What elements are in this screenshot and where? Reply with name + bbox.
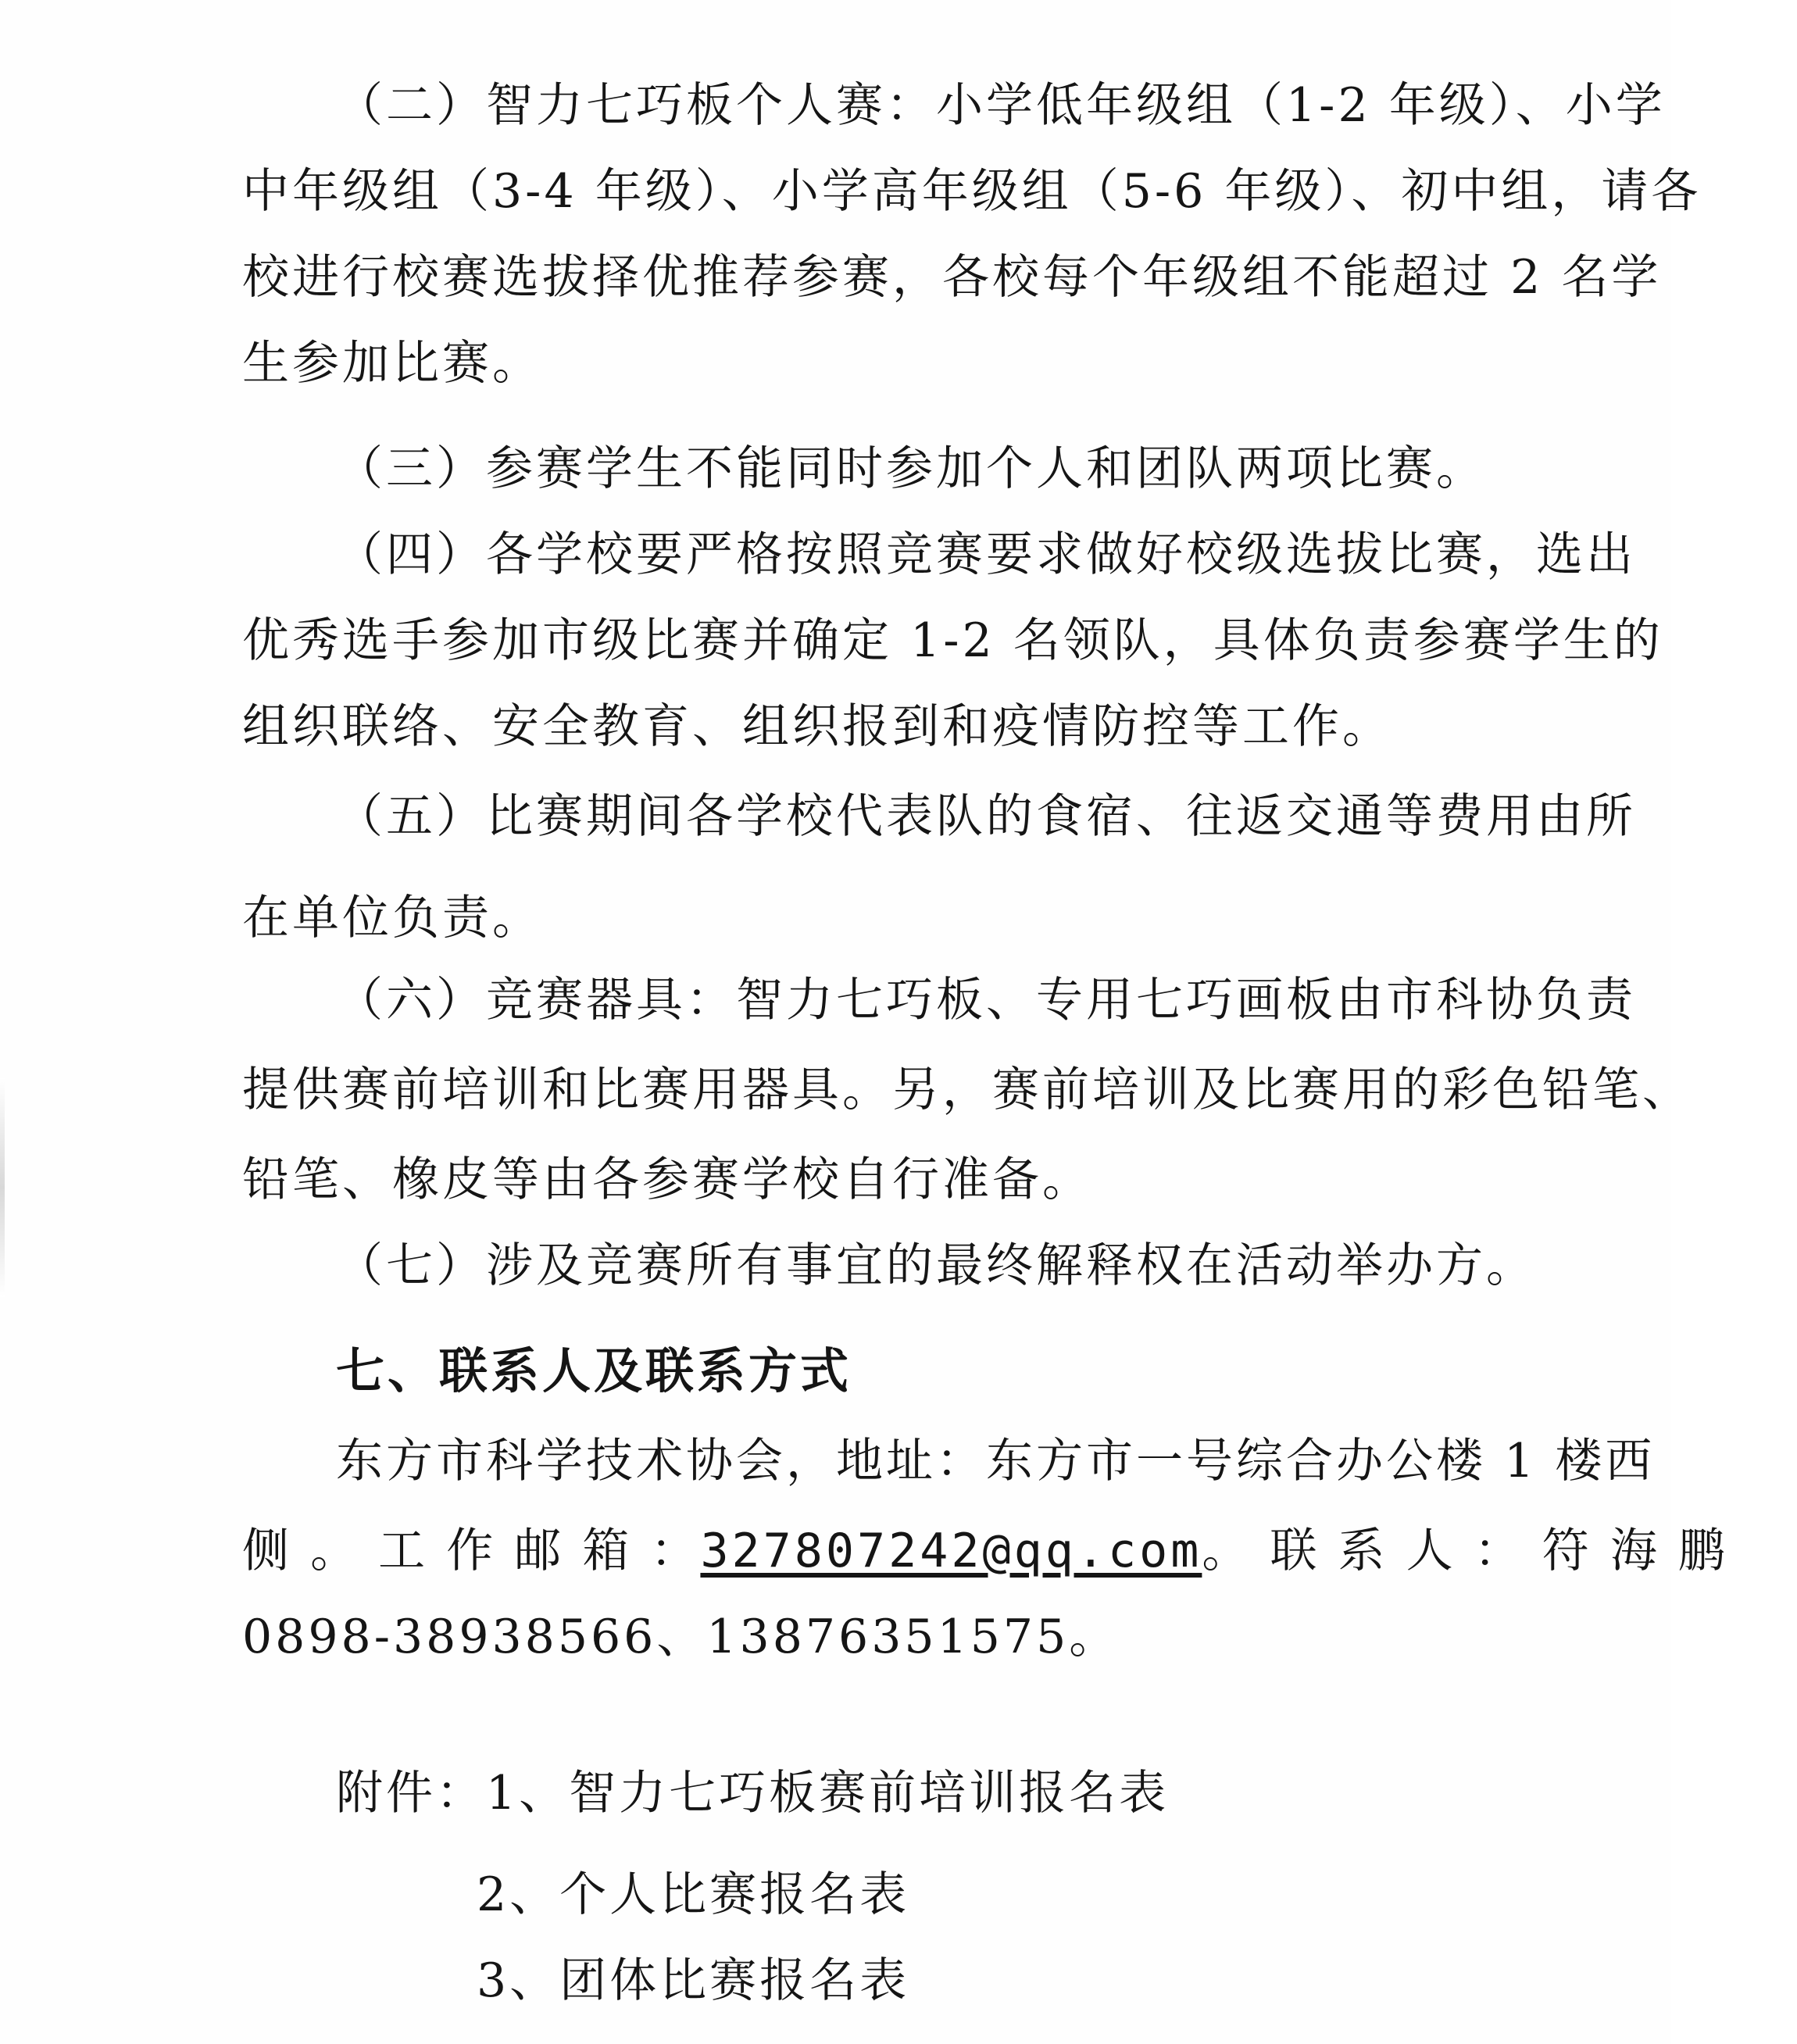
contact-phone-line: 0898-38938566、13876351575。 bbox=[242, 1610, 1120, 1664]
attachment-item-2: 2、个人比赛报名表 bbox=[477, 1867, 910, 1922]
paragraph-3-line-1: （三）参赛学生不能同时参加个人和团队两项比赛。 bbox=[336, 441, 1486, 496]
paragraph-4-line-2: 优秀选手参加市级比赛并确定 1-2 名领队，具体负责参赛学生的 bbox=[242, 613, 1663, 668]
paragraph-2-line-2: 中年级组（3-4 年级）、小学高年级组（5-6 年级）、初中组，请各 bbox=[242, 164, 1702, 219]
paragraph-5-line-2: 在单位负责。 bbox=[242, 891, 542, 945]
contact-email-link[interactable]: 327807242@qq.com bbox=[700, 1524, 1202, 1578]
paragraph-2-line-1: （二）智力七巧板个人赛：小学低年级组（1-2 年级）、小学 bbox=[336, 78, 1666, 133]
contact-email-line bbox=[242, 1520, 1728, 1582]
attachment-item-1: 1、智力七巧板赛前培训报名表 bbox=[486, 1766, 1170, 1821]
scan-edge-shadow bbox=[0, 1078, 5, 1297]
paragraph-4-line-3: 组织联络、安全教育、组织报到和疫情防控等工作。 bbox=[242, 699, 1392, 754]
attachments-label: 附件： bbox=[336, 1766, 486, 1821]
contact-heading: 七、联系人及联系方式 bbox=[336, 1342, 852, 1399]
contact-email-suffix: 。 联 系 人 ： 符 海 鹏 bbox=[1202, 1524, 1728, 1578]
paragraph-6-line-1: （六）竞赛器具：智力七巧板、专用七巧画板由市科协负责 bbox=[336, 973, 1636, 1027]
attachment-item-3: 3、团体比赛报名表 bbox=[477, 1953, 910, 2008]
paragraph-5-line-1: （五）比赛期间各学校代表队的食宿、往返交通等费用由所 bbox=[336, 789, 1636, 844]
contact-address-line: 东方市科学技术协会，地址：东方市一号综合办公楼 1 楼西 bbox=[336, 1434, 1656, 1488]
paragraph-2-line-4: 生参加比赛。 bbox=[242, 336, 542, 391]
attachments-first-line bbox=[336, 1762, 1656, 1824]
paragraph-7-line-1: （七）涉及竞赛所有事宜的最终解释权在活动举办方。 bbox=[336, 1238, 1536, 1293]
paragraph-6-line-2: 提供赛前培训和比赛用器具。另，赛前培训及比赛用的彩色铅笔、 bbox=[242, 1063, 1692, 1117]
paragraph-6-line-3: 铅笔、橡皮等由各参赛学校自行准备。 bbox=[242, 1152, 1092, 1207]
contact-email-prefix: 侧 。 工 作 邮 箱 ： bbox=[242, 1524, 701, 1578]
paragraph-4-line-1: （四）各学校要严格按照竞赛要求做好校级选拔比赛，选出 bbox=[336, 527, 1636, 582]
paragraph-2-line-3: 校进行校赛选拔择优推荐参赛，各校每个年级组不能超过 2 名学 bbox=[242, 250, 1662, 305]
